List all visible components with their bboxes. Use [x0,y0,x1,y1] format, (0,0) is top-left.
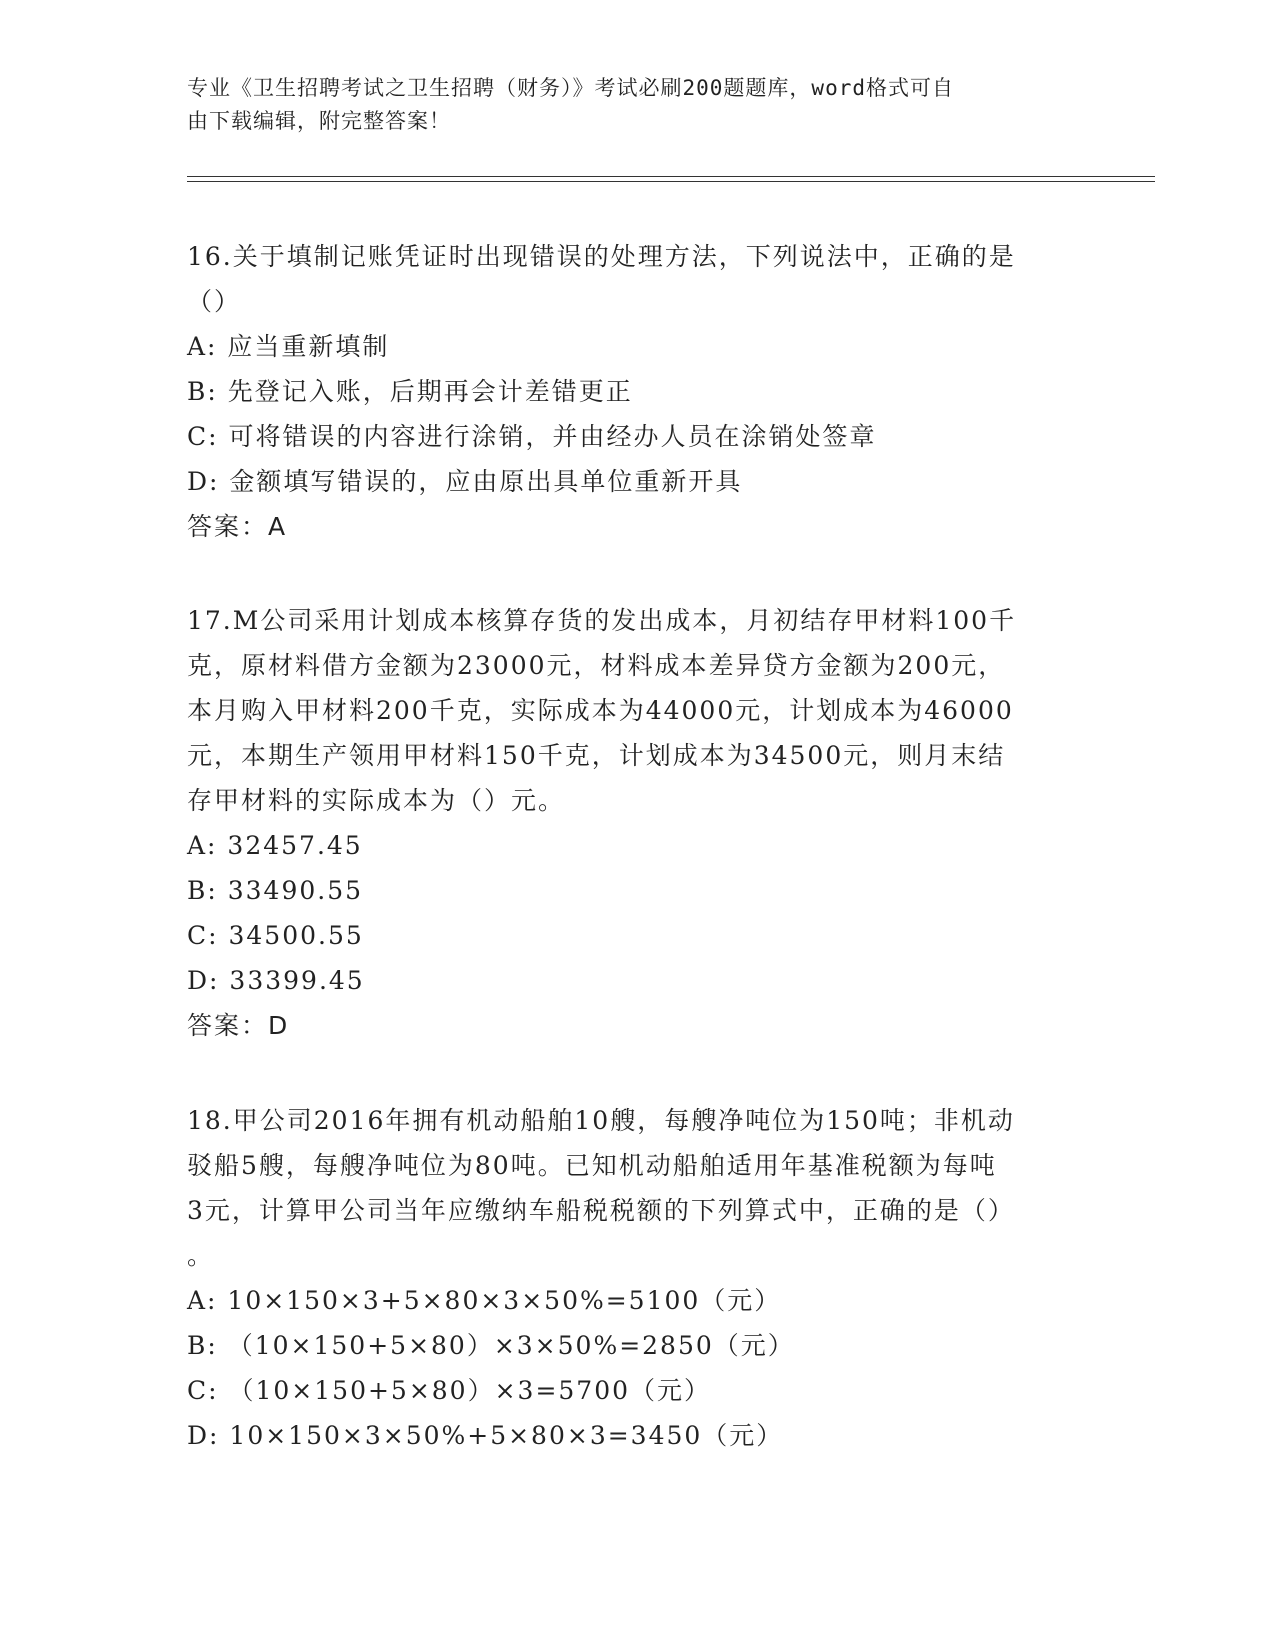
question-stem-line: 。 [187,1241,215,1270]
option-b: B: 33490.55 [187,876,364,905]
header-line-1: 专业《卫生招聘考试之卫生招聘（财务）》考试必刷200题题库，word格式可自 [187,76,954,100]
answer-label: 答案：A [187,512,288,541]
option-c: C: （10×150+5×80）×3=5700（元） [187,1376,712,1405]
option-c: C: 34500.55 [187,921,364,950]
question-stem-line: （） [187,287,242,316]
header-divider-bottom [187,181,1155,182]
question-stem-line: 克，原材料借方金额为23000元，材料成本差异贷方金额为200元， [187,651,1006,680]
option-b: B: 先登记入账，后期再会计差错更正 [187,377,633,406]
answer-label: 答案：D [187,1011,290,1040]
question-stem-line: 本月购入甲材料200千克，实际成本为44000元，计划成本为46000 [187,696,1014,725]
question-stem-line: 3元，计算甲公司当年应缴纳车船税税额的下列算式中，正确的是（） [187,1196,1015,1225]
option-c: C: 可将错误的内容进行涂销，并由经办人员在涂销处签章 [187,422,877,451]
question-16 [187,234,1077,549]
option-a: A: 10×150×3+5×80×3×50%=5100（元） [187,1286,782,1315]
question-stem-line: 17.M公司采用计划成本核算存货的发出成本，月初结存甲材料100千 [187,606,1017,635]
option-d: D: 10×150×3×50%+5×80×3=3450（元） [187,1421,784,1450]
question-18 [187,1098,1077,1458]
question-17 [187,598,1077,1048]
question-stem-line: 驳船5艘，每艘净吨位为80吨。已知机动船舶适用年基准税额为每吨 [187,1151,997,1180]
option-d: D: 33399.45 [187,966,365,995]
option-d: D: 金额填写错误的，应由原出具单位重新开具 [187,467,743,496]
header-line-2: 由下载编辑，附完整答案！ [187,109,451,133]
question-stem-line: 元，本期生产领用甲材料150千克，计划成本为34500元，则月末结 [187,741,1006,770]
question-stem-line: 16.关于填制记账凭证时出现错误的处理方法，下列说法中，正确的是 [187,242,1016,271]
question-stem-line: 存甲材料的实际成本为（）元。 [187,786,566,815]
header-divider-top [187,176,1155,177]
document-header [187,72,1067,138]
option-a: A: 应当重新填制 [187,332,390,361]
question-stem-line: 18.甲公司2016年拥有机动船舶10艘，每艘净吨位为150吨；非机动 [187,1106,1015,1135]
option-a: A: 32457.45 [187,831,363,860]
option-b: B: （10×150+5×80）×3×50%=2850（元） [187,1331,795,1360]
